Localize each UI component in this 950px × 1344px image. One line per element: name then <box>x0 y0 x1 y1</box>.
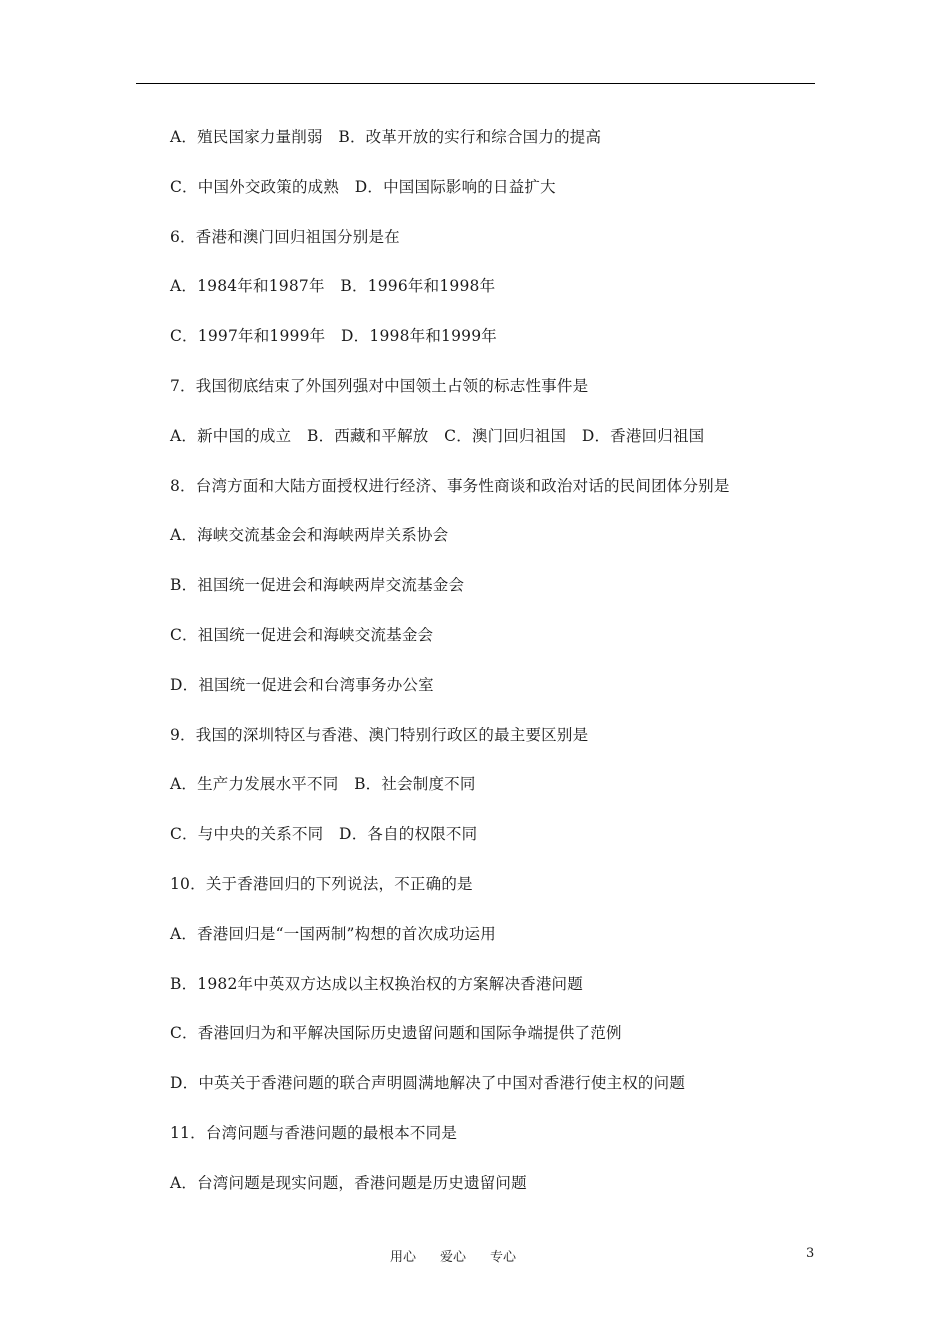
footer-motto-3: 专心 <box>490 1250 517 1265</box>
option-8c: C．祖国统一促进会和海峡交流基金会 <box>170 625 434 644</box>
option-line-6cd: C．1997年和1999年 D．1998年和1999年 <box>170 327 497 346</box>
option-11a: A．台湾问题是现实问题，香港问题是历史遗留问题 <box>170 1173 527 1192</box>
question-content <box>170 122 810 1218</box>
page-number: 3 <box>806 1246 815 1261</box>
question-7: 7．我国彻底结束了外国列强对中国领土占领的标志性事件是 <box>170 376 589 395</box>
option-8a: A．海峡交流基金会和海峡两岸关系协会 <box>170 526 449 545</box>
question-11: 11．台湾问题与香港问题的最根本不同是 <box>170 1123 458 1142</box>
option-line-5ab: A．殖民国家力量削弱 B．改革开放的实行和综合国力的提高 <box>170 128 602 146</box>
question-9: 9．我国的深圳特区与香港、澳门特别行政区的最主要区别是 <box>170 725 589 744</box>
option-10c: C．香港回归为和平解决国际历史遗留问题和国际争端提供了范例 <box>170 1024 622 1043</box>
option-8d: D．祖国统一促进会和台湾事务办公室 <box>170 675 434 694</box>
option-line-9cd: C．与中央的关系不同 D．各自的权限不同 <box>170 825 478 844</box>
footer-motto <box>390 1246 570 1265</box>
option-line-7: A．新中国的成立 B．西藏和平解放 C．澳门回归祖国 D．香港回归祖国 <box>170 426 705 445</box>
option-10b: B．1982年中英双方达成以主权换治权的方案解决香港问题 <box>170 974 583 993</box>
option-10a: A．香港回归是“一国两制”构想的首次成功运用 <box>170 924 496 943</box>
option-line-6ab: A．1984年和1987年 B．1996年和1998年 <box>170 277 496 296</box>
footer-motto-1: 用心 <box>390 1250 417 1265</box>
option-line-5cd: C．中国外交政策的成熟 D．中国国际影响的日益扩大 <box>170 177 556 196</box>
page-footer <box>0 1246 950 1270</box>
question-10: 10．关于香港回归的下列说法，不正确的是 <box>170 874 473 893</box>
question-8: 8．台湾方面和大陆方面授权进行经济、事务性商谈和政治对话的民间团体分别是 <box>170 476 730 495</box>
question-6: 6．香港和澳门回归祖国分别是在 <box>170 227 400 246</box>
option-8b: B．祖国统一促进会和海峡两岸交流基金会 <box>170 576 465 595</box>
header-rule <box>136 83 815 84</box>
option-10d: D．中英关于香港问题的联合声明圆满地解决了中国对香港行使主权的问题 <box>170 1074 686 1093</box>
footer-motto-2: 爱心 <box>440 1250 467 1265</box>
option-line-9ab: A．生产力发展水平不同 B．社会制度不同 <box>170 775 476 794</box>
